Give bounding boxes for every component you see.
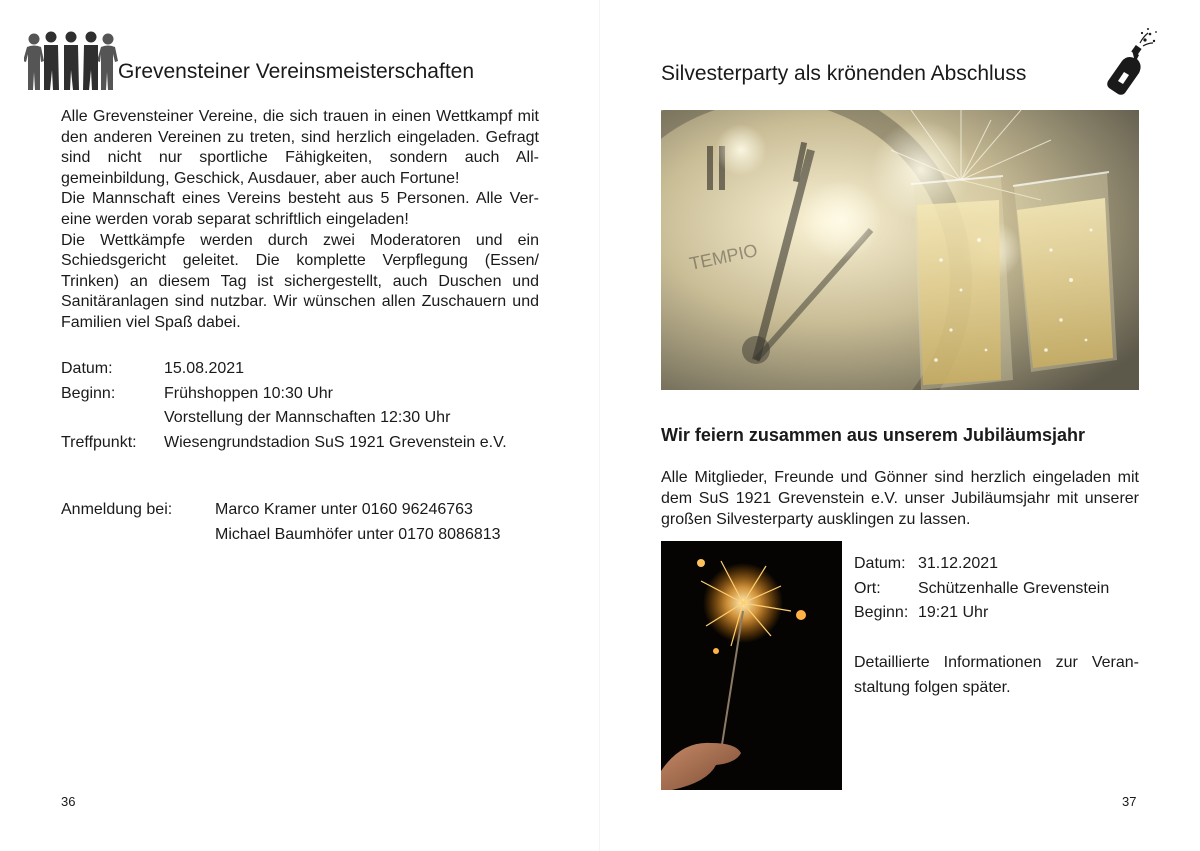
details-note: Detaillierte Informationen zur Veranstaltung folgen später. [854, 654, 1139, 696]
page-title: Grevensteiner Vereinsmeisterschaften [118, 60, 475, 83]
page-number: 36 [61, 794, 76, 809]
registration-contacts [215, 498, 501, 547]
info-row [61, 357, 507, 382]
party-info-table [854, 552, 1109, 626]
info-label: Datum: [61, 360, 113, 377]
info-label [61, 406, 164, 431]
champagne-glasses-photo [661, 110, 1139, 390]
info-row [854, 577, 1109, 602]
sparkler-photo [661, 541, 842, 790]
info-label: Treffpunkt: [61, 433, 137, 451]
info-value: 15.08.2021 [164, 360, 245, 377]
registration-contact: Marco Kramer unter 0160 96246763 [215, 501, 473, 518]
info-row [61, 382, 507, 407]
info-value: 19:21 Uhr [918, 604, 989, 621]
registration-contact: Michael Baumhöfer unter 0170 8086813 [215, 525, 501, 543]
intro-text [61, 107, 539, 334]
info-label: Beginn: [61, 384, 116, 402]
people-group-icon [24, 30, 118, 92]
registration [61, 498, 501, 547]
info-label: Beginn: [854, 604, 909, 621]
champagne-glasses-image [661, 110, 1139, 390]
info-label: Ort: [854, 579, 881, 597]
info-row [61, 431, 507, 456]
registration-label: Anmeldung bei: [61, 501, 173, 518]
party-invitation-text: Alle Mitglieder, Freunde und Gönner sind herzlich eingeladen mit dem SuS 1921 Grevenstein e.V. unser Jubiläumsjahr mit unserer großen Silvesterparty ausklingen zu lassen. [661, 469, 1139, 528]
info-value: Vorstellung der Mannschaften 12:30 Uhr [164, 409, 451, 426]
intro-body: Alle Grevensteiner Vereine, die sich trauen in einen Wettkampf mit den anderen Vereinen zu treten, sind herzlich eingeladen. Gefragt sind nicht nur sportliche Fähigkeiten, sondern auch Allgemeinbildung, Geschick, Ausdauer, aber auch Fortune! Die Mannschaft eines Vereins besteht aus 5 Personen. Alle Vereine werden vorab separat schriftlich eingeladen! Die Wettkämpfe werden durch zwei Moderatoren und ein Schiedsgericht geleitet. Die komplette Verpflegung (Essen/ Trinken) an diesem Tag ist sichergestellt, auch Duschen und Sanitäranlagen sind nutzbar. Wir wünschen allen Zuschauern und Familien viel Spaß dabei. [61, 108, 539, 331]
info-row [854, 552, 1109, 577]
photo-brand-text: TEMPIO [687, 240, 760, 274]
section-subtitle: Wir feiern zusammen aus unserem Jubiläumsjahr [661, 425, 1085, 445]
info-row [61, 406, 507, 431]
event-info-table [61, 357, 507, 455]
sparkler-image [661, 541, 842, 790]
info-value: Frühshoppen 10:30 Uhr [164, 384, 333, 402]
champagne-bottle-icon [1102, 26, 1160, 96]
info-label: Datum: [854, 555, 906, 572]
info-value: Schützenhalle Grevenstein [918, 579, 1110, 597]
info-row [854, 601, 1109, 626]
page-title: Silvesterparty als krönenden Abschluss [661, 62, 1027, 85]
info-value: 31.12.2021 [918, 555, 999, 572]
right-page [600, 0, 1200, 851]
info-value: Wiesengrundstadion SuS 1921 Grevenstein e.V. [164, 433, 507, 451]
page-number: 37 [1122, 794, 1137, 809]
